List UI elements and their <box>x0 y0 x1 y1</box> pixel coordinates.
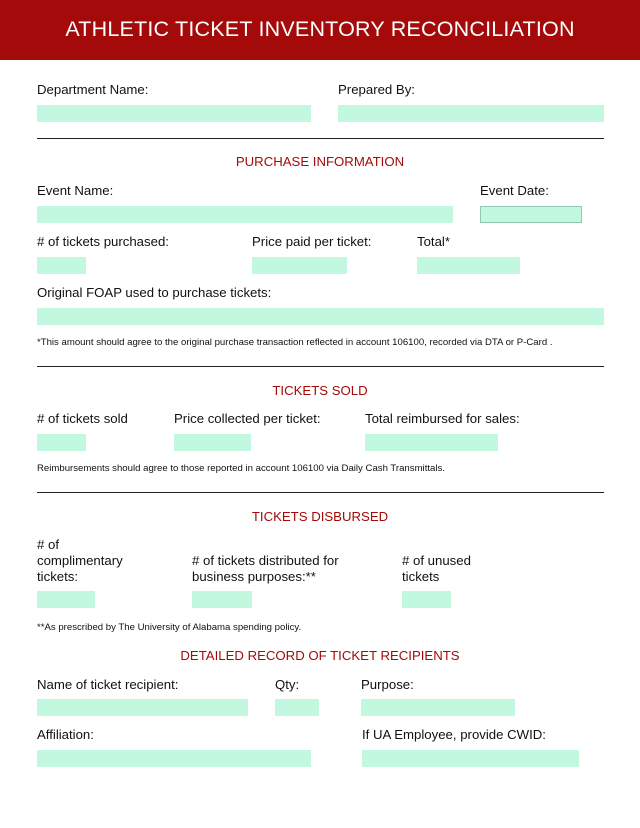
total-field[interactable] <box>417 257 520 274</box>
divider <box>37 138 604 139</box>
divider <box>37 492 604 493</box>
event-name-label: Event Name: <box>37 183 114 198</box>
purpose-label: Purpose: <box>361 677 414 692</box>
business-tickets-label: # of tickets distributed for business purposes:** <box>192 553 339 584</box>
divider <box>37 366 604 367</box>
prepared-by-label: Prepared By: <box>338 82 415 97</box>
business-tickets-field[interactable] <box>192 591 252 608</box>
recipient-name-label: Name of ticket recipient: <box>37 677 179 692</box>
purchase-information-heading: PURCHASE INFORMATION <box>235 154 405 169</box>
prepared-by-field[interactable] <box>338 105 604 122</box>
complimentary-tickets-label: # of complimentary tickets: <box>37 537 123 584</box>
event-date-label: Event Date: <box>480 183 549 198</box>
disbursed-note: **As prescribed by The University of Alabama spending policy. <box>37 622 302 633</box>
sold-note: Reimbursements should agree to those reported in account 106100 via Daily Cash Transmittals. <box>37 463 445 474</box>
ticket-recipients-heading: DETAILED RECORD OF TICKET RECIPIENTS <box>180 648 460 663</box>
event-date-field[interactable] <box>480 206 582 223</box>
tickets-sold-label: # of tickets sold <box>37 411 128 426</box>
affiliation-label: Affiliation: <box>37 727 94 742</box>
department-name-field[interactable] <box>37 105 311 122</box>
price-paid-label: Price paid per ticket: <box>252 234 372 249</box>
unused-tickets-label: # of unused tickets <box>402 553 471 584</box>
price-paid-field[interactable] <box>252 257 347 274</box>
foap-label: Original FOAP used to purchase tickets: <box>37 285 272 300</box>
complimentary-tickets-field[interactable] <box>37 591 95 608</box>
event-name-field[interactable] <box>37 206 453 223</box>
tickets-sold-field[interactable] <box>37 434 86 451</box>
affiliation-field[interactable] <box>37 750 311 767</box>
form-title: ATHLETIC TICKET INVENTORY RECONCILIATION <box>0 0 640 60</box>
cwid-label: If UA Employee, provide CWID: <box>362 727 546 742</box>
tickets-purchased-field[interactable] <box>37 257 86 274</box>
tickets-disbursed-heading: TICKETS DISBURSED <box>251 509 389 524</box>
cwid-field[interactable] <box>362 750 579 767</box>
purpose-field[interactable] <box>361 699 515 716</box>
recipient-name-field[interactable] <box>37 699 248 716</box>
qty-field[interactable] <box>275 699 319 716</box>
tickets-purchased-label: # of tickets purchased: <box>37 234 169 249</box>
unused-tickets-field[interactable] <box>402 591 451 608</box>
department-name-label: Department Name: <box>37 82 149 97</box>
qty-label: Qty: <box>275 677 300 692</box>
price-collected-field[interactable] <box>174 434 251 451</box>
price-collected-label: Price collected per ticket: <box>174 411 321 426</box>
purchase-note: *This amount should agree to the original purchase transaction reflected in account 106100, recorded via DTA or P-Card . <box>37 337 553 348</box>
foap-field[interactable] <box>37 308 604 325</box>
total-reimbursed-field[interactable] <box>365 434 498 451</box>
total-reimbursed-label: Total reimbursed for sales: <box>365 411 520 426</box>
total-label: Total* <box>417 234 450 249</box>
tickets-sold-heading: TICKETS SOLD <box>272 383 368 398</box>
